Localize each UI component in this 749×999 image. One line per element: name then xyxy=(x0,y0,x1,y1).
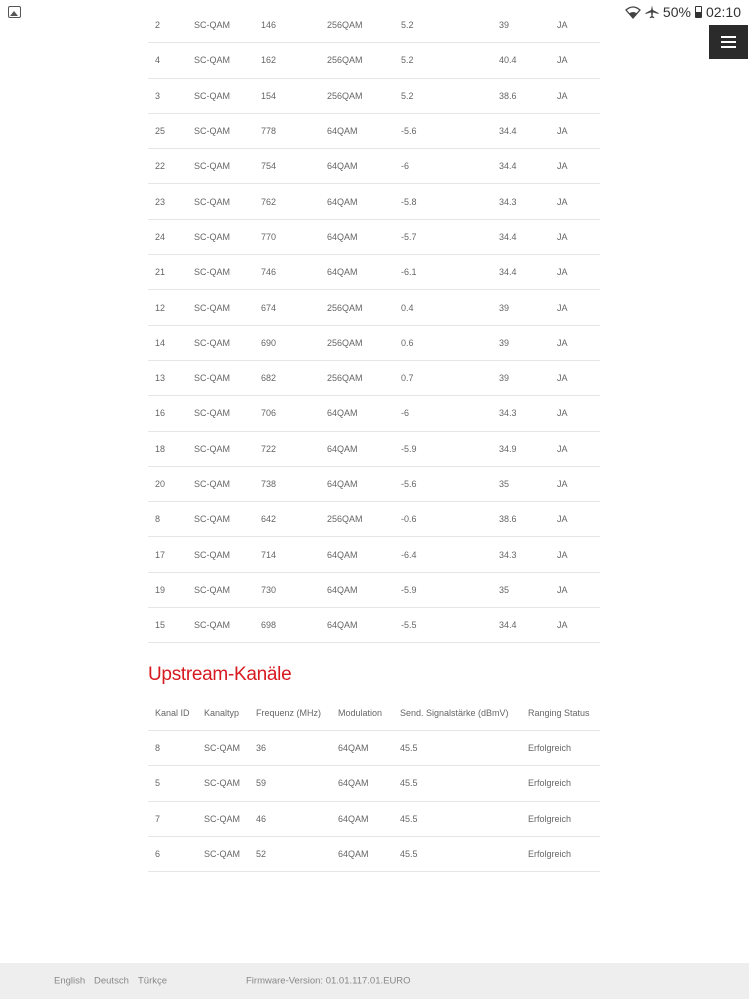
table-cell: 7 xyxy=(155,813,161,824)
table-cell: SC-QAM xyxy=(194,479,230,489)
table-cell: 64QAM xyxy=(327,549,358,560)
table-cell: 256QAM xyxy=(327,373,363,384)
table-cell: 64QAM xyxy=(327,443,358,454)
table-row xyxy=(148,79,600,114)
table-cell: 34.4 xyxy=(499,161,517,172)
table-cell: 34.9 xyxy=(499,443,517,454)
table-cell: SC-QAM xyxy=(194,443,230,454)
table-cell: SC-QAM xyxy=(204,743,240,754)
table-cell: 256QAM xyxy=(327,514,363,525)
table-cell: 682 xyxy=(261,373,277,384)
table-cell: 19 xyxy=(155,584,166,595)
table-cell: -6 xyxy=(401,408,410,419)
table-cell: SC-QAM xyxy=(194,584,230,595)
table-cell: 64QAM xyxy=(327,267,358,278)
table-cell: 39 xyxy=(499,302,510,313)
table-cell: 38.6 xyxy=(499,90,517,101)
table-cell: 34.3 xyxy=(499,408,517,419)
table-cell: 24 xyxy=(155,231,166,242)
table-cell: 746 xyxy=(261,267,277,278)
table-cell: -5.5 xyxy=(401,620,417,631)
upstream-table xyxy=(148,731,600,872)
table-cell: 35 xyxy=(499,479,510,489)
table-row xyxy=(148,837,600,872)
table-cell: JA xyxy=(557,584,568,595)
table-cell: JA xyxy=(557,231,568,242)
table-cell: 14 xyxy=(155,337,166,348)
language-link-turkce[interactable]: Türkçe xyxy=(138,975,168,987)
table-cell: 34.4 xyxy=(499,267,517,278)
table-cell: 13 xyxy=(155,373,166,384)
table-cell: 0.4 xyxy=(401,302,414,313)
battery-icon xyxy=(695,6,702,18)
table-cell: 256QAM xyxy=(327,90,363,101)
table-row xyxy=(148,432,600,467)
table-cell: 52 xyxy=(256,849,267,860)
table-cell: JA xyxy=(557,302,568,313)
table-cell: -5.6 xyxy=(401,126,417,137)
battery-percent: 50% xyxy=(662,4,691,20)
table-cell: 17 xyxy=(155,549,166,560)
language-link-english[interactable]: English xyxy=(54,975,86,987)
table-cell: 738 xyxy=(261,479,277,489)
table-row xyxy=(148,731,600,766)
table-row xyxy=(148,8,600,43)
table-cell: SC-QAM xyxy=(194,161,230,172)
table-cell: -5.9 xyxy=(401,443,417,454)
table-cell: Erfolgreich xyxy=(528,778,572,789)
table-cell: 59 xyxy=(256,778,267,789)
table-cell: 64QAM xyxy=(327,231,358,242)
table-cell: JA xyxy=(557,20,568,31)
table-cell: 34.4 xyxy=(499,231,517,242)
table-cell: 39 xyxy=(499,373,510,384)
table-cell: SC-QAM xyxy=(194,126,230,137)
table-cell: 762 xyxy=(261,196,277,207)
table-row xyxy=(148,43,600,78)
table-cell: 690 xyxy=(261,337,277,348)
table-cell: 64QAM xyxy=(338,778,369,789)
table-row xyxy=(148,396,600,431)
table-cell: 256QAM xyxy=(327,20,363,31)
table-cell: 64QAM xyxy=(327,161,358,172)
table-cell: 25 xyxy=(155,126,166,137)
column-header: Send. Signalstärke (dBmV) xyxy=(400,708,509,719)
table-cell: 45.5 xyxy=(400,778,418,789)
language-link-deutsch[interactable]: Deutsch xyxy=(94,975,129,987)
table-cell: JA xyxy=(557,90,568,101)
table-cell: 64QAM xyxy=(327,408,358,419)
table-cell: JA xyxy=(557,55,568,66)
firmware-version: Firmware-Version: 01.01.117.01.EURO xyxy=(246,975,411,987)
table-cell: SC-QAM xyxy=(194,196,230,207)
table-row xyxy=(148,114,600,149)
table-cell: SC-QAM xyxy=(194,549,230,560)
table-cell: 64QAM xyxy=(327,196,358,207)
table-cell: 12 xyxy=(155,302,166,313)
table-cell: JA xyxy=(557,373,568,384)
downstream-table xyxy=(148,8,600,643)
table-cell: 64QAM xyxy=(338,849,369,860)
table-cell: 15 xyxy=(155,620,166,631)
upstream-title: Upstream-Kanäle xyxy=(148,664,292,685)
table-cell: 64QAM xyxy=(338,813,369,824)
table-cell: 8 xyxy=(155,514,161,525)
table-cell: -5.7 xyxy=(401,231,417,242)
table-cell: 45.5 xyxy=(400,813,418,824)
table-cell: Erfolgreich xyxy=(528,743,572,754)
table-cell: -6.4 xyxy=(401,549,417,560)
table-header-row xyxy=(148,696,600,731)
table-cell: 20 xyxy=(155,479,166,489)
table-cell: 5.2 xyxy=(401,55,414,66)
table-cell: JA xyxy=(557,549,568,560)
table-cell: 674 xyxy=(261,302,277,313)
table-cell: 64QAM xyxy=(327,126,358,137)
table-cell: 778 xyxy=(261,126,277,137)
table-row xyxy=(148,573,600,608)
column-header: Modulation xyxy=(338,708,383,719)
table-cell: 642 xyxy=(261,514,277,525)
table-row xyxy=(148,766,600,801)
table-row xyxy=(148,608,600,643)
table-cell: SC-QAM xyxy=(204,849,240,860)
table-cell: SC-QAM xyxy=(194,231,230,242)
table-cell: JA xyxy=(557,161,568,172)
table-cell: 40.4 xyxy=(499,55,517,66)
table-row xyxy=(148,220,600,255)
table-cell: -0.6 xyxy=(401,514,417,525)
table-cell: SC-QAM xyxy=(194,408,230,419)
table-cell: SC-QAM xyxy=(194,373,230,384)
table-cell: 34.3 xyxy=(499,549,517,560)
table-cell: JA xyxy=(557,408,568,419)
table-cell: JA xyxy=(557,620,568,631)
table-cell: JA xyxy=(557,126,568,137)
column-header: Frequenz (MHz) xyxy=(256,708,322,719)
table-cell: 722 xyxy=(261,443,277,454)
table-cell: 754 xyxy=(261,161,277,172)
table-cell: 770 xyxy=(261,231,277,242)
table-cell: 34.4 xyxy=(499,126,517,137)
table-cell: JA xyxy=(557,196,568,207)
table-cell: -6 xyxy=(401,161,410,172)
table-cell: -5.9 xyxy=(401,584,417,595)
table-cell: 162 xyxy=(261,55,277,66)
hamburger-menu-button[interactable] xyxy=(709,25,748,59)
table-cell: 64QAM xyxy=(338,743,369,754)
table-row xyxy=(148,802,600,837)
table-cell: 706 xyxy=(261,408,277,419)
table-cell: 0.6 xyxy=(401,337,414,348)
table-cell: Erfolgreich xyxy=(528,849,572,860)
column-header: Ranging Status xyxy=(528,708,590,719)
table-cell: 38.6 xyxy=(499,514,517,525)
clock: 02:10 xyxy=(705,4,741,20)
table-cell: 39 xyxy=(499,20,510,31)
table-cell: 45.5 xyxy=(400,743,418,754)
table-cell: 34.3 xyxy=(499,196,517,207)
table-cell: 18 xyxy=(155,443,166,454)
table-cell: SC-QAM xyxy=(194,302,230,313)
column-header: Kanal ID xyxy=(155,708,190,719)
upstream-table-header xyxy=(148,696,600,731)
table-cell: -5.8 xyxy=(401,196,417,207)
table-cell: 256QAM xyxy=(327,55,363,66)
table-cell: 22 xyxy=(155,161,166,172)
table-cell: 5.2 xyxy=(401,90,414,101)
table-cell: -6.1 xyxy=(401,267,417,278)
table-row xyxy=(148,361,600,396)
table-cell: 5 xyxy=(155,778,161,789)
table-cell: 34.4 xyxy=(499,620,517,631)
table-cell: 256QAM xyxy=(327,302,363,313)
table-row xyxy=(148,537,600,572)
table-row xyxy=(148,467,600,502)
table-cell: 46 xyxy=(256,813,267,824)
table-cell: 21 xyxy=(155,267,166,278)
table-cell: 5.2 xyxy=(401,20,414,31)
table-cell: 6 xyxy=(155,849,161,860)
table-cell: 730 xyxy=(261,584,277,595)
table-cell: SC-QAM xyxy=(194,337,230,348)
table-row xyxy=(148,184,600,219)
table-cell: SC-QAM xyxy=(204,778,240,789)
table-cell: 8 xyxy=(155,743,161,754)
table-cell: 256QAM xyxy=(327,337,363,348)
airplane-icon xyxy=(645,5,659,19)
table-cell: 698 xyxy=(261,620,277,631)
table-row xyxy=(148,255,600,290)
table-cell: SC-QAM xyxy=(204,813,240,824)
table-cell: JA xyxy=(557,443,568,454)
table-cell: SC-QAM xyxy=(194,267,230,278)
table-cell: SC-QAM xyxy=(194,90,230,101)
wifi-icon xyxy=(625,6,641,19)
table-cell: -5.6 xyxy=(401,479,417,489)
table-cell: JA xyxy=(557,514,568,525)
table-cell: SC-QAM xyxy=(194,620,230,631)
table-cell: 36 xyxy=(256,743,267,754)
table-cell: 154 xyxy=(261,90,277,101)
table-cell: 64QAM xyxy=(327,584,358,595)
table-cell: 64QAM xyxy=(327,479,358,489)
table-cell: 35 xyxy=(499,584,510,595)
table-cell: 64QAM xyxy=(327,620,358,631)
table-cell: SC-QAM xyxy=(194,20,230,31)
table-cell: 23 xyxy=(155,196,166,207)
table-row xyxy=(148,502,600,537)
table-cell: 39 xyxy=(499,337,510,348)
table-cell: 714 xyxy=(261,549,277,560)
table-cell: JA xyxy=(557,337,568,348)
table-cell: Erfolgreich xyxy=(528,813,572,824)
table-cell: SC-QAM xyxy=(194,514,230,525)
table-cell: 0.7 xyxy=(401,373,414,384)
hamburger-icon xyxy=(721,36,736,38)
table-cell: 45.5 xyxy=(400,849,418,860)
image-icon xyxy=(8,6,21,18)
column-header: Kanaltyp xyxy=(204,708,240,719)
table-cell: 146 xyxy=(261,20,277,31)
table-row xyxy=(148,326,600,361)
table-cell: 3 xyxy=(155,90,161,101)
table-row xyxy=(148,290,600,325)
table-cell: JA xyxy=(557,267,568,278)
footer xyxy=(0,963,749,999)
table-cell: 16 xyxy=(155,408,166,419)
table-cell: 4 xyxy=(155,55,161,66)
table-cell: SC-QAM xyxy=(194,55,230,66)
table-cell: 2 xyxy=(155,20,161,31)
table-cell: JA xyxy=(557,479,568,489)
table-row xyxy=(148,149,600,184)
